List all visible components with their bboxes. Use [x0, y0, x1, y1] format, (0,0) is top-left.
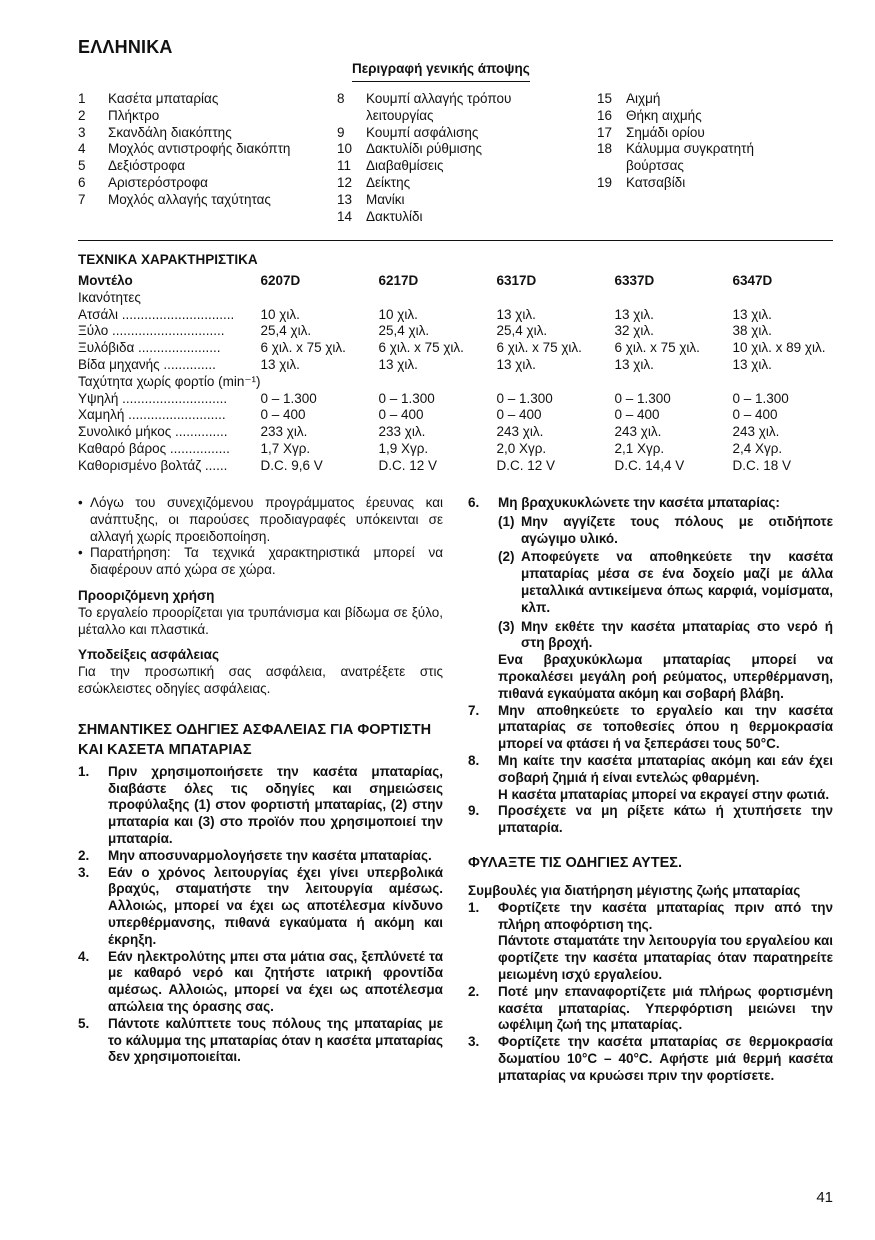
item-number: 4. [78, 948, 90, 964]
item-number: 6. [468, 495, 480, 510]
part-number: 18 [597, 141, 613, 157]
left-column [78, 495, 443, 1066]
specs-value: 0 – 400 [378, 407, 424, 423]
specs-value: 0 – 1.300 [378, 390, 435, 406]
specs-value: 13 χιλ. [260, 356, 300, 372]
part-label: Αριστερόστροφα [108, 174, 208, 190]
sub-item-text: Αποφεύγετε να αποθηκεύετε την κασέτα μπαταρίας μέσα σε ένα δοχείο μαζί με άλλα μεταλλικά αντικείμενα όπως καρφιά, νομίσματα, κλπ. [521, 549, 833, 615]
specs-value: 6 χιλ. x 75 χιλ. [614, 340, 700, 356]
item-note: Ενα βραχυκύκλωμα μπαταρίας μπορεί να προκαλέσει μεγάλη ροή ρεύματος, υπερθέρμανση, πιθανά εγκαύματα ακόμη και σοβαρή βλάβη. [498, 652, 833, 701]
item-number: 9. [468, 803, 480, 819]
parts-column-2 [337, 91, 567, 225]
section-divider [78, 240, 833, 241]
list-item [468, 753, 833, 787]
part-label: Κασέτα μπαταρίας [108, 91, 219, 106]
list-item [78, 848, 443, 865]
specs-value [378, 374, 496, 391]
part-item [337, 91, 567, 125]
sub-item-number: (3) [498, 618, 515, 634]
item-text: Μη καίτε την κασέτα μπαταρίας ακόμη και εάν έχει σοβαρή ζημιά ή είναι εντελώς φθαρμένη. [498, 752, 833, 785]
sub-item-text: Μην εκθέτε την κασέτα μπαταρίας στο νερό ή στη βροχή. [521, 618, 833, 651]
part-label: Κατσαβίδι [626, 174, 686, 190]
list-item [468, 703, 833, 753]
specs-value: 13 χιλ. [732, 356, 772, 372]
specs-value: 10 χιλ. [260, 306, 300, 322]
specs-value: 6317D [496, 273, 537, 288]
part-item [597, 91, 797, 108]
specs-value: 0 – 1.300 [260, 390, 317, 406]
item-number: 3. [468, 1034, 480, 1050]
specs-value: 13 χιλ. [614, 306, 654, 322]
note-text: Λόγω του συνεχιζόμενου προγράμματος έρευνας και ανάπτυξης, οι παρούσες προδιαγραφές υπόκεινται σε αλλαγή χωρίς προειδοποίηση. [90, 495, 443, 544]
part-label: Κάλυμμα συγκρατητή βούρτσας [626, 141, 754, 174]
part-item [78, 175, 308, 192]
part-number: 2 [78, 107, 86, 123]
sub-item [498, 549, 833, 616]
specs-value [732, 374, 838, 391]
safety-tips-title: Υποδείξεις ασφάλειας [78, 647, 219, 663]
sub-item [498, 514, 833, 548]
part-label: Δακτυλίδι [366, 208, 423, 224]
part-number: 10 [337, 141, 353, 157]
item-number: 8. [468, 752, 480, 768]
specs-value: 13 χιλ. [496, 306, 536, 322]
item-text: Εάν ηλεκτρολύτης μπει στα μάτια σας, ξεπλύνετέ τα με καθαρό νερό και ζητήστε ιατρική φροντίδα αμέσως. Αλλοιώς, μπορεί να έχει ως αποτέλεσμα απώλεια της όρασης σας. [108, 948, 443, 1014]
sub-item-number: (2) [498, 549, 515, 565]
sub-item [498, 619, 833, 653]
right-column [468, 495, 833, 1085]
part-number: 4 [78, 141, 86, 157]
item-text: Εάν ο χρόνος λειτουργίας έχει γίνει υπερβολικά βραχύς, σταματήστε την λειτουργία αμέσως. Αλλοιώς, μπορεί να έχει ως αποτέλεσμα κίνδυνο υπερθέρμανσης, πιθανά εγκαύματα ή ακόμη και έκρηξη. [108, 864, 443, 947]
specs-label: Συνολικό μήκος .............. [78, 424, 228, 440]
item-number: 2. [78, 847, 90, 863]
specs-title: ΤΕΧΝΙΚΑ ΧΑΡΑΚΤΗΡΙΣΤΙΚΑ [78, 252, 258, 267]
specs-value [260, 374, 378, 391]
list-item [78, 949, 443, 1016]
specs-value: 0 – 400 [614, 407, 660, 423]
specs-value: 10 χιλ. [378, 306, 418, 322]
part-number: 12 [337, 174, 353, 190]
specs-value: 6337D [614, 273, 655, 288]
list-item [468, 803, 833, 837]
specs-value: 2,1 Χγρ. [614, 440, 665, 456]
part-label: Πλήκτρο [108, 107, 160, 123]
item-number: 2. [468, 983, 480, 999]
specs-row [78, 307, 838, 324]
part-number: 5 [78, 158, 86, 174]
part-label: Θήκη αιχμής [626, 107, 702, 123]
part-number: 8 [337, 91, 345, 106]
specs-label: Ταχύτητα χωρίς φορτίο (min⁻¹) [78, 373, 261, 389]
list-item [78, 1016, 443, 1066]
part-label: Δακτυλίδι ρύθμισης [366, 141, 482, 157]
specs-row [78, 441, 838, 458]
specs-label: Υψηλή ............................ [78, 390, 228, 406]
sub-item-number: (1) [498, 513, 515, 529]
note-item: • Παρατήρηση: Τα τεχνικά χαρακτηριστικά μπορεί να διαφέρουν από χώρα σε χώρα. [78, 545, 443, 578]
part-item [597, 108, 797, 125]
specs-value: 2,0 Χγρ. [496, 440, 547, 456]
specs-value: 6217D [378, 273, 419, 288]
part-number: 13 [337, 191, 353, 207]
part-number: 14 [337, 208, 353, 224]
specs-value: 1,7 Χγρ. [260, 440, 311, 456]
specs-value: 0 – 400 [260, 407, 306, 423]
intended-use-title: Προοριζόμενη χρήση [78, 587, 215, 603]
item-text: Ποτέ μην επαναφορτίζετε μιά πλήρως φορτισμένη κασέτα μπαταρίας. Υπερφόρτιση μειώνει την ωφέλιμη ζωή της μπαταρίας. [498, 983, 833, 1033]
part-number: 16 [597, 107, 613, 123]
specs-value: D.C. 9,6 V [260, 457, 323, 473]
specs-value: 243 χιλ. [732, 424, 780, 440]
battery-tips-title: Συμβουλές για διατήρηση μέγιστης ζωής μπαταρίας [468, 882, 801, 898]
specs-value: D.C. 12 V [378, 457, 438, 473]
specs-value: 13 χιλ. [732, 306, 772, 322]
part-number: 17 [597, 124, 613, 140]
specs-value: 6 χιλ. x 75 χιλ. [260, 340, 346, 356]
part-item [78, 125, 308, 142]
specs-row [78, 273, 838, 290]
specs-value: 32 χιλ. [614, 323, 654, 339]
specs-row [78, 391, 838, 408]
part-number: 6 [78, 174, 86, 190]
part-label: Μοχλός αλλαγής ταχύτητας [108, 191, 271, 207]
specs-row [78, 340, 838, 357]
item-text: Πριν χρησιμοποιήσετε την κασέτα μπαταρίας, διαβάστε όλες τις οδηγίες και σημειώσεις προφύλαξης (1) στον φορτιστή μπαταρίας, (2) στην μπαταρία και (3) στο προϊόν που χρησιμοποιεί την μπαταρία. [108, 763, 443, 846]
specs-label: Ατσάλι .............................. [78, 306, 235, 322]
part-label: Διαβαθμίσεις [366, 158, 444, 174]
specs-row [78, 357, 838, 374]
specs-value: 0 – 400 [732, 407, 778, 423]
overview-title: Περιγραφή γενικής άποψης [352, 61, 530, 82]
list-item [468, 495, 833, 512]
parts-column-3 [597, 91, 797, 192]
specs-value: 243 χιλ. [496, 424, 544, 440]
specs-row [78, 323, 838, 340]
specs-value: 13 χιλ. [378, 356, 418, 372]
part-item [337, 125, 567, 142]
item-number: 7. [468, 702, 480, 718]
specs-value [260, 290, 378, 307]
specs-value: 0 – 1.300 [732, 390, 789, 406]
specs-value: 0 – 400 [496, 407, 542, 423]
part-label: Κουμπί ασφάλισης [366, 124, 479, 140]
specs-row [78, 458, 838, 475]
note-item: • Λόγω του συνεχιζόμενου προγράμματος έρευνας και ανάπτυξης, οι παρούσες προδιαγραφές υπόκεινται σε αλλαγή χωρίς προειδοποίηση. [78, 495, 443, 544]
part-label: Μοχλός αντιστροφής διακόπτη [108, 141, 291, 157]
specs-value: 25,4 χιλ. [378, 323, 430, 339]
right-list [468, 495, 833, 837]
specs-value: 10 χιλ. x 89 χιλ. [732, 340, 826, 356]
specs-value: 233 χιλ. [260, 424, 308, 440]
item-text: Πάντοτε καλύπτετε τους πόλους της μπαταρίας με το κάλυμμα της μπαταρίας όταν η κασέτα μπαταρίας δεν χρησιμοποιείται. [108, 1015, 443, 1065]
specs-label: Καθαρό βάρος ................ [78, 440, 230, 456]
specs-value: 6 χιλ. x 75 χιλ. [496, 340, 582, 356]
note-text: Παρατήρηση: Τα τεχνικά χαρακτηριστικά μπορεί να διαφέρουν από χώρα σε χώρα. [90, 545, 443, 578]
part-item [597, 125, 797, 142]
specs-row [78, 407, 838, 424]
battery-tips-list [468, 900, 833, 1085]
sub-item-text: Μην αγγίζετε τους πόλους με οτιδήποτε αγώγιμο υλικό. [521, 513, 833, 546]
list-item [468, 1034, 833, 1084]
item-number: 1. [468, 899, 480, 915]
list-item [468, 984, 833, 1034]
part-item [78, 192, 308, 209]
part-label: Μανίκι [366, 191, 405, 207]
specs-label: Ξύλο .............................. [78, 323, 225, 339]
safety-tips-text: Για την προσωπική σας ασφάλεια, ανατρέξετε στις εσώκλειστες οδηγίες ασφάλειας. [78, 664, 443, 696]
specs-label: Καθορισμένο βολτάζ ...... [78, 457, 228, 473]
specs-value [496, 290, 614, 307]
specs-value: 6207D [260, 273, 301, 288]
specs-value [732, 290, 838, 307]
item-number: 5. [78, 1015, 90, 1031]
page-number: 41 [816, 1189, 833, 1206]
specs-value: 0 – 1.300 [496, 390, 553, 406]
specs-label: Χαμηλή .......................... [78, 407, 226, 423]
specs-value [378, 290, 496, 307]
specs-label: Ικανότητες [78, 289, 141, 305]
part-item [78, 141, 308, 158]
specs-value: 13 χιλ. [614, 356, 654, 372]
part-item [337, 192, 567, 209]
part-number: 15 [597, 91, 613, 106]
part-item [78, 108, 308, 125]
part-label: Κουμπί αλλαγής τρόπου λειτουργίας [366, 91, 512, 123]
part-number: 3 [78, 124, 86, 140]
list-item [78, 865, 443, 949]
specs-label: Μοντέλο [78, 273, 133, 288]
part-item [597, 175, 797, 192]
important-title: ΣΗΜΑΝΤΙΚΕΣ ΟΔΗΓΙΕΣ ΑΣΦΑΛΕΙΑΣ ΓΙΑ ΦΟΡΤΙΣΤΗ ΚΑΙ ΚΑΣΕΤΑ ΜΠΑΤΑΡΙΑΣ [78, 721, 432, 758]
specs-value: D.C. 18 V [732, 457, 792, 473]
part-item [337, 209, 567, 226]
specs-value: D.C. 14,4 V [614, 457, 685, 473]
item-text: Φορτίζετε την κασέτα μπαταρίας σε θερμοκρασία δωματίου 10°C – 40°C. Αφήστε μιά θερμή κασέτα μπαταρίας να κρυώσει πριν την φορτίσετε. [498, 1034, 833, 1083]
item-note: Η κασέτα μπαταρίας μπορεί να εκραγεί στην φωτιά. [498, 786, 830, 802]
language-title: ΕΛΛΗΝΙΚΑ [78, 37, 173, 57]
item-text: Φορτίζετε την κασέτα μπαταρίας πριν από την πλήρη αποφόρτιση της. [498, 899, 833, 932]
part-label: Σκανδάλη διακόπτης [108, 124, 232, 140]
specs-value: 2,4 Χγρ. [732, 440, 783, 456]
list-item [78, 764, 443, 848]
specs-value: 6 χιλ. x 75 χιλ. [378, 340, 464, 356]
specs-value [496, 374, 614, 391]
part-number: 7 [78, 191, 86, 207]
specs-value: 25,4 χιλ. [260, 323, 312, 339]
part-label: Δεξιόστροφα [108, 158, 185, 174]
part-label: Δείκτης [366, 174, 411, 190]
specs-row [78, 424, 838, 441]
item-text: Μην αποσυναρμολογήσετε την κασέτα μπαταρίας. [108, 847, 432, 863]
specs-value: 0 – 1.300 [614, 390, 671, 406]
specs-value: D.C. 12 V [496, 457, 556, 473]
part-number: 1 [78, 91, 86, 106]
specs-value: 233 χιλ. [378, 424, 426, 440]
specs-label: Ξυλόβιδα ...................... [78, 340, 221, 356]
part-item [78, 158, 308, 175]
parts-column-1 [78, 91, 308, 209]
item-note: Πάντοτε σταματάτε την λειτουργία του εργαλείου και φορτίζετε την κασέτα μπαταρίας όταν παρατηρείτε μειωμένη ισχύ εργαλείου. [498, 933, 833, 982]
specs-row [78, 290, 838, 307]
part-number: 9 [337, 124, 345, 140]
specs-value: 38 χιλ. [732, 323, 772, 339]
item-text: Μην αποθηκεύετε το εργαλείο και την κασέτα μπαταρίας σε τοποθεσίες όπου η θερμοκρασία μπορεί να φτάσει ή να ξεπεράσει τους 50°C. [498, 702, 833, 752]
specs-value: 6347D [732, 273, 773, 288]
part-number: 19 [597, 174, 613, 190]
part-item [337, 141, 567, 158]
specs-value [614, 290, 732, 307]
specs-value [614, 374, 732, 391]
part-item [337, 175, 567, 192]
important-list [78, 764, 443, 1066]
intended-use-text: Το εργαλείο προορίζεται για τρυπάνισμα και βίδωμα σε ξύλο, μέταλλο και πλαστικά. [78, 604, 443, 637]
item-text: Μη βραχυκυκλώνετε την κασέτα μπαταρίας: [498, 495, 780, 510]
save-instructions-title: ΦΥΛΑΞΤΕ ΤΙΣ ΟΔΗΓΙΕΣ ΑΥΤΕΣ. [468, 854, 682, 871]
item-text: Προσέχετε να μη ρίξετε κάτω ή χτυπήσετε την μπαταρία. [498, 803, 833, 836]
specs-table [78, 273, 838, 475]
specs-value: 13 χιλ. [496, 356, 536, 372]
item-number: 3. [78, 864, 90, 880]
part-item [78, 91, 308, 108]
part-label: Σημάδι ορίου [626, 124, 705, 140]
specs-value: 25,4 χιλ. [496, 323, 548, 339]
item-number: 1. [78, 763, 90, 779]
part-item [337, 158, 567, 175]
specs-label: Βίδα μηχανής .............. [78, 356, 216, 372]
list-item [468, 900, 833, 934]
specs-value: 1,9 Χγρ. [378, 440, 429, 456]
part-label: Αιχμή [626, 91, 661, 106]
specs-row [78, 374, 838, 391]
part-number: 11 [337, 158, 352, 174]
part-item [597, 141, 797, 175]
specs-value: 243 χιλ. [614, 424, 662, 440]
